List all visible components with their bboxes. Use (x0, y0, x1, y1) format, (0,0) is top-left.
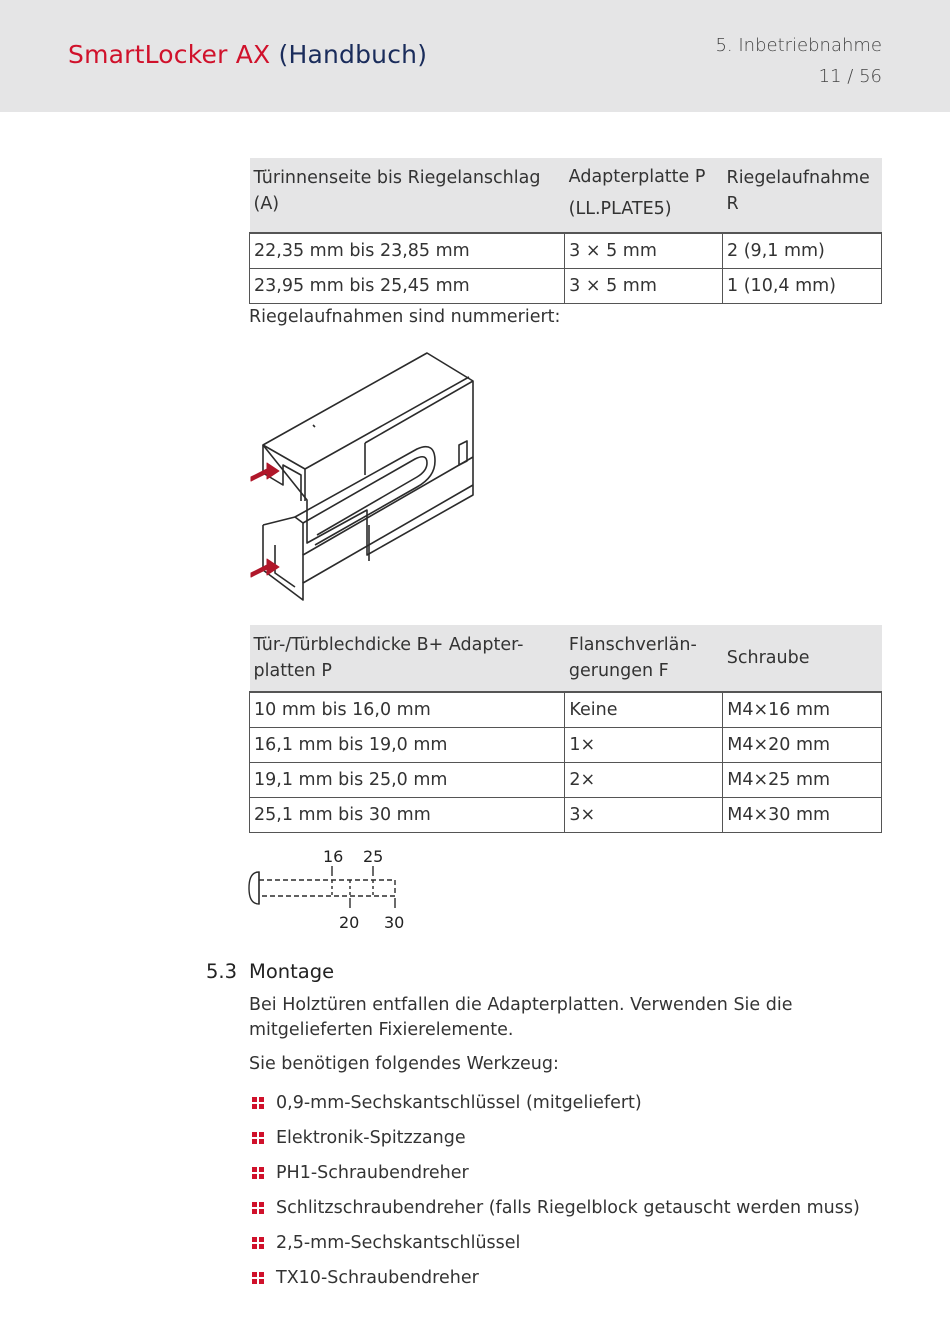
section-number: 5.3 (206, 960, 238, 983)
table-header: Türinnenseite bis Riegelanschlag (A) (250, 158, 565, 233)
bullet-icon (252, 1202, 264, 1214)
list-item-text: 2,5-mm-Sechskantschlüssel (276, 1232, 521, 1253)
chapter-title: 5. Inbetriebnahme (715, 35, 882, 56)
list-item-text: PH1-Schraubendreher (276, 1162, 469, 1183)
table-row (250, 797, 882, 832)
table-row (250, 692, 882, 727)
table-cell: 16,1 mm bis 19,0 mm (250, 727, 565, 762)
table-row (250, 233, 882, 268)
list-item (252, 1260, 860, 1295)
table-cell: 2× (565, 762, 723, 797)
screw-length-illustration (245, 842, 415, 937)
receptacle-caption: Riegelaufnahmen sind nummeriert: (249, 307, 561, 327)
chapter-info (715, 30, 882, 92)
bullet-icon (252, 1167, 264, 1179)
page-number: 11 / 56 (818, 66, 882, 87)
table-cell: 3 × 5 mm (565, 233, 723, 268)
brand-name: SmartLocker AX (68, 40, 271, 69)
list-item (252, 1085, 860, 1120)
list-item-text: Elektronik-Spitzzange (276, 1127, 466, 1148)
table-cell: 2 (9,1 mm) (723, 233, 882, 268)
section-heading (206, 960, 334, 983)
screw-label-30: 30 (384, 913, 405, 932)
table-cell: 3× (565, 797, 723, 832)
table-header: Flanschverlän-gerungen F (565, 625, 723, 692)
screw-label-16: 16 (323, 847, 344, 866)
tools-intro: Sie benötigen folgendes Werkzeug: (249, 1054, 559, 1074)
table-row (250, 268, 882, 303)
table-row (250, 727, 882, 762)
table-cell: 23,95 mm bis 25,45 mm (250, 268, 565, 303)
table-cell: 25,1 mm bis 30 mm (250, 797, 565, 832)
table-row (250, 762, 882, 797)
table-header: Tür-/Türblechdicke B+ Adapter-platten P (250, 625, 565, 692)
table-header: Schraube (723, 625, 882, 692)
bolt-receptacle-table (249, 158, 882, 304)
table-cell: 1× (565, 727, 723, 762)
screw-label-20: 20 (339, 913, 360, 932)
screw-label-25: 25 (363, 847, 384, 866)
bullet-icon (252, 1272, 264, 1284)
bullet-icon (252, 1132, 264, 1144)
table-cell: M4×20 mm (723, 727, 882, 762)
list-item-text: 0,9-mm-Sechskantschlüssel (mitgeliefert) (276, 1092, 642, 1113)
table-cell: 19,1 mm bis 25,0 mm (250, 762, 565, 797)
list-item (252, 1120, 860, 1155)
brand-subtitle: (Handbuch) (278, 40, 428, 69)
tool-list (252, 1085, 860, 1295)
list-item (252, 1155, 860, 1190)
bolt-receptacle-illustration (245, 345, 485, 610)
table-cell: 3 × 5 mm (565, 268, 723, 303)
screw-selection-table (249, 625, 882, 833)
list-item (252, 1190, 860, 1225)
page-header (0, 0, 950, 112)
table-cell: 22,35 mm bis 23,85 mm (250, 233, 565, 268)
table-cell: M4×16 mm (723, 692, 882, 727)
bullet-icon (252, 1097, 264, 1109)
list-item-text: TX10-Schraubendreher (276, 1267, 479, 1288)
table-cell: Keine (565, 692, 723, 727)
table-cell: M4×30 mm (723, 797, 882, 832)
table-cell: M4×25 mm (723, 762, 882, 797)
table-cell: 1 (10,4 mm) (723, 268, 882, 303)
section-title: Montage (249, 960, 335, 983)
list-item-text: Schlitzschraubendreher (falls Riegelblock getauscht werden muss) (276, 1197, 860, 1218)
bullet-icon (252, 1237, 264, 1249)
section-paragraph: Bei Holztüren entfallen die Adapterplatten. Verwenden Sie die mitgelieferten Fixierelemente. (249, 995, 793, 1040)
table-header: Adapterplatte P (LL.PLATE5) (565, 158, 723, 233)
brand-title (68, 40, 427, 69)
table-header: Riegelaufnahme R (723, 158, 882, 233)
list-item (252, 1225, 860, 1260)
table-cell: 10 mm bis 16,0 mm (250, 692, 565, 727)
